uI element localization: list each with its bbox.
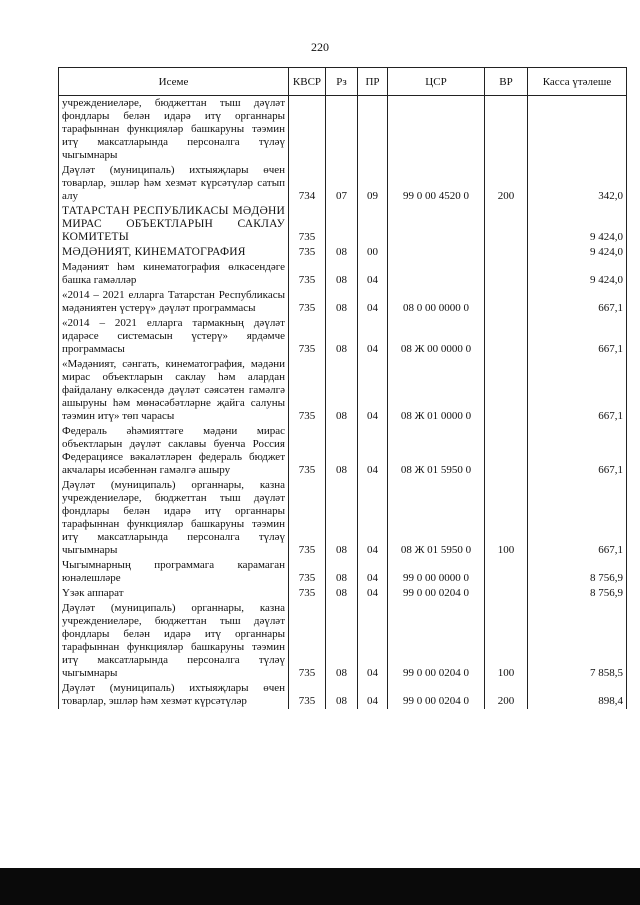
cell-pr xyxy=(358,204,388,245)
table-row xyxy=(59,478,627,558)
cell-kvsr: 735 xyxy=(289,586,326,601)
cell-amount: 667,1 xyxy=(528,316,627,357)
table-row xyxy=(59,601,627,681)
table-row xyxy=(59,558,627,586)
scan-bottom-edge xyxy=(0,868,640,905)
cell-amount xyxy=(528,96,627,164)
cell-name: Мәдәният һәм кинематография өлкәсендәге башка гамәлләр xyxy=(59,260,289,288)
cell-rz: 07 xyxy=(326,163,358,204)
header-name: Исеме xyxy=(59,68,289,96)
cell-rz xyxy=(326,204,358,245)
table-row xyxy=(59,245,627,260)
cell-amount: 667,1 xyxy=(528,424,627,478)
cell-rz: 08 xyxy=(326,245,358,260)
cell-rz: 08 xyxy=(326,558,358,586)
table-body xyxy=(59,96,627,710)
cell-pr: 04 xyxy=(358,316,388,357)
cell-amount: 7 858,5 xyxy=(528,601,627,681)
cell-csr: 08 0 00 0000 0 xyxy=(388,288,485,316)
table-row xyxy=(59,316,627,357)
cell-pr: 09 xyxy=(358,163,388,204)
cell-name: Дәүләт (муниципаль) органнары, казна учреждениеләре, бюджеттан тыш дәүләт фондлары белән идарә итү органнары тарафыннан функцияләр башкаруны тәэмин итү максатларында персоналга түләү чыгымнары xyxy=(59,601,289,681)
table-row xyxy=(59,96,627,164)
cell-pr: 04 xyxy=(358,288,388,316)
table-row xyxy=(59,586,627,601)
cell-amount: 9 424,0 xyxy=(528,260,627,288)
table-row xyxy=(59,260,627,288)
cell-amount: 898,4 xyxy=(528,681,627,709)
cell-pr: 04 xyxy=(358,586,388,601)
cell-csr: 99 0 00 4520 0 xyxy=(388,163,485,204)
cell-vr xyxy=(485,96,528,164)
table-row xyxy=(59,357,627,424)
cell-pr: 04 xyxy=(358,681,388,709)
cell-vr: 100 xyxy=(485,478,528,558)
cell-name: «Мәдәният, сәнгать, кинематография, мәдәни мирас объектларын саклау һәм алардан файдалану өлкәсендә дәүләт сәясәтен гамәлгә ашыруны һәм мөнәсәбәтләрне җайга салуны тәэмин итү» төп чарасы xyxy=(59,357,289,424)
table-header-row xyxy=(59,68,627,96)
cell-amount: 667,1 xyxy=(528,478,627,558)
cell-pr: 04 xyxy=(358,424,388,478)
cell-name: «2014 – 2021 елларга Татарстан Республикасы мәдәниятен үстерү» дәүләт программасы xyxy=(59,288,289,316)
cell-csr xyxy=(388,96,485,164)
cell-name: ТАТАРСТАН РЕСПУБЛИКАСЫ МӘДӘНИ МИРАС ОБЪЕКТЛАРЫН САКЛАУ КОМИТЕТЫ xyxy=(59,204,289,245)
cell-csr: 99 0 00 0204 0 xyxy=(388,681,485,709)
cell-pr: 04 xyxy=(358,357,388,424)
cell-kvsr: 735 xyxy=(289,478,326,558)
cell-vr xyxy=(485,424,528,478)
cell-name: Дәүләт (муниципаль) органнары, казна учреждениеләре, бюджеттан тыш дәүләт фондлары белән идарә итү органнары тарафыннан функцияләр башкаруны тәэмин итү максатларында персоналга түләү чыгымнары xyxy=(59,478,289,558)
budget-table xyxy=(58,67,627,709)
cell-vr: 200 xyxy=(485,163,528,204)
header-csr: ЦСР xyxy=(388,68,485,96)
cell-amount: 9 424,0 xyxy=(528,204,627,245)
cell-name: МӘДӘНИЯТ, КИНЕМАТОГРАФИЯ xyxy=(59,245,289,260)
cell-rz: 08 xyxy=(326,288,358,316)
cell-name: Дәүләт (муниципаль) ихтыяҗлары өчен товарлар, эшләр һәм хезмәт күрсәтүләр сатып алу xyxy=(59,163,289,204)
cell-kvsr xyxy=(289,96,326,164)
cell-name: «2014 – 2021 елларга тармакның дәүләт идарәсе системасын үстерү» ярдәмче программасы xyxy=(59,316,289,357)
cell-kvsr: 735 xyxy=(289,245,326,260)
cell-vr xyxy=(485,586,528,601)
table-row xyxy=(59,681,627,709)
cell-amount: 667,1 xyxy=(528,288,627,316)
cell-rz: 08 xyxy=(326,601,358,681)
cell-amount: 8 756,9 xyxy=(528,558,627,586)
table-row xyxy=(59,204,627,245)
cell-rz xyxy=(326,96,358,164)
cell-kvsr: 735 xyxy=(289,601,326,681)
cell-name: Чыгымнарның программага карамаган юнәлешләре xyxy=(59,558,289,586)
cell-amount: 667,1 xyxy=(528,357,627,424)
cell-vr xyxy=(485,316,528,357)
cell-csr: 08 Ж 00 0000 0 xyxy=(388,316,485,357)
cell-rz: 08 xyxy=(326,424,358,478)
cell-vr: 200 xyxy=(485,681,528,709)
cell-pr: 04 xyxy=(358,558,388,586)
cell-csr xyxy=(388,260,485,288)
cell-vr xyxy=(485,357,528,424)
cell-vr: 100 xyxy=(485,601,528,681)
cell-csr: 08 Ж 01 0000 0 xyxy=(388,357,485,424)
header-rz: Рз xyxy=(326,68,358,96)
cell-rz: 08 xyxy=(326,586,358,601)
table-row xyxy=(59,424,627,478)
cell-rz: 08 xyxy=(326,357,358,424)
cell-amount: 9 424,0 xyxy=(528,245,627,260)
cell-name: Федераль әһәмияттәге мәдәни мирас объектларын дәүләт саклавы буенча Россия Федерациясе вәкаләтләрен федераль бюджет акчалары исәбеннән гамәлгә ашыру xyxy=(59,424,289,478)
cell-name: учреждениеләре, бюджеттан тыш дәүләт фондлары белән идарә итү органнары тарафыннан функцияләр башкаруны тәэмин итү максатларында персоналга түләү чыгымнары xyxy=(59,96,289,164)
cell-name: Үзәк аппарат xyxy=(59,586,289,601)
cell-pr: 04 xyxy=(358,478,388,558)
cell-vr xyxy=(485,245,528,260)
header-pr: ПР xyxy=(358,68,388,96)
cell-kvsr: 735 xyxy=(289,681,326,709)
cell-pr: 04 xyxy=(358,601,388,681)
cell-csr xyxy=(388,245,485,260)
cell-kvsr: 735 xyxy=(289,288,326,316)
table-row xyxy=(59,288,627,316)
cell-csr: 99 0 00 0000 0 xyxy=(388,558,485,586)
cell-kvsr: 734 xyxy=(289,163,326,204)
cell-pr: 00 xyxy=(358,245,388,260)
header-kassa: Касса үтәлеше xyxy=(528,68,627,96)
cell-kvsr: 735 xyxy=(289,424,326,478)
cell-csr: 99 0 00 0204 0 xyxy=(388,586,485,601)
cell-kvsr: 735 xyxy=(289,558,326,586)
cell-kvsr: 735 xyxy=(289,316,326,357)
cell-kvsr: 735 xyxy=(289,357,326,424)
cell-pr xyxy=(358,96,388,164)
cell-vr xyxy=(485,288,528,316)
cell-csr: 08 Ж 01 5950 0 xyxy=(388,478,485,558)
cell-rz: 08 xyxy=(326,260,358,288)
cell-name: Дәүләт (муниципаль) ихтыяҗлары өчен товарлар, эшләр һәм хезмәт күрсәтүләр xyxy=(59,681,289,709)
cell-csr xyxy=(388,204,485,245)
page-number: 220 xyxy=(311,40,329,54)
cell-kvsr: 735 xyxy=(289,260,326,288)
table-row xyxy=(59,163,627,204)
cell-amount: 342,0 xyxy=(528,163,627,204)
cell-csr: 08 Ж 01 5950 0 xyxy=(388,424,485,478)
cell-csr: 99 0 00 0204 0 xyxy=(388,601,485,681)
cell-vr xyxy=(485,558,528,586)
cell-kvsr: 735 xyxy=(289,204,326,245)
cell-rz: 08 xyxy=(326,478,358,558)
cell-vr xyxy=(485,204,528,245)
header-kvsr: КВСР xyxy=(289,68,326,96)
cell-rz: 08 xyxy=(326,316,358,357)
cell-rz: 08 xyxy=(326,681,358,709)
cell-amount: 8 756,9 xyxy=(528,586,627,601)
header-vr: ВР xyxy=(485,68,528,96)
cell-pr: 04 xyxy=(358,260,388,288)
cell-vr xyxy=(485,260,528,288)
